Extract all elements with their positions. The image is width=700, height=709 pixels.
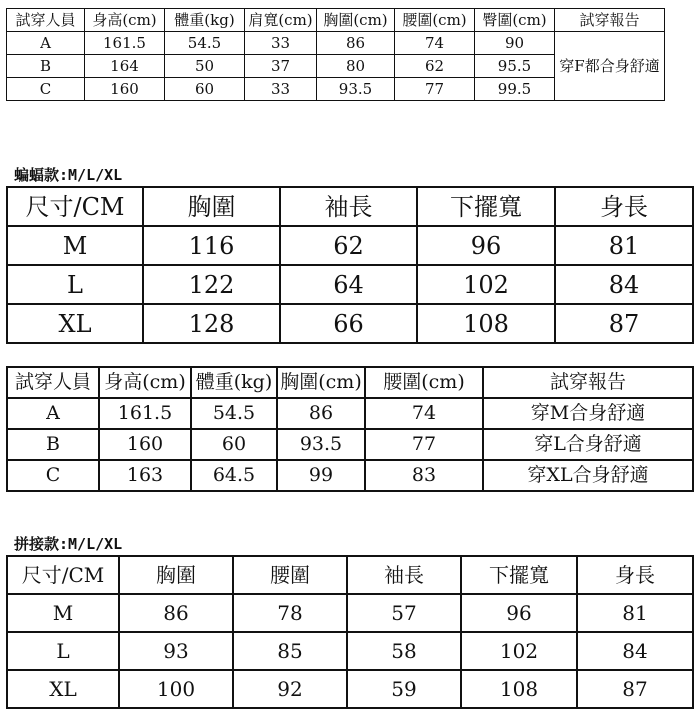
header-cell: 腰圍(cm) <box>395 9 475 32</box>
table-cell: 108 <box>461 670 577 708</box>
header-cell: 身高(cm) <box>99 367 191 398</box>
table-cell: 160 <box>85 78 165 101</box>
table-header-row <box>7 187 693 226</box>
table-cell: 86 <box>119 594 233 632</box>
table-cell: 163 <box>99 460 191 491</box>
table-cell: 33 <box>245 32 317 55</box>
patch-section-title: 拼接款:M/L/XL <box>14 535 123 553</box>
table-cell: 60 <box>165 78 245 101</box>
table-cell: 99.5 <box>475 78 555 101</box>
table-cell: 102 <box>417 265 555 304</box>
table-cell: A <box>7 398 99 429</box>
table-cell: 83 <box>365 460 483 491</box>
bat-fit-report-table <box>6 366 694 492</box>
table-cell: 84 <box>577 632 693 670</box>
table-row <box>7 670 693 708</box>
table-cell: 78 <box>233 594 347 632</box>
header-cell: 胸圍 <box>119 556 233 594</box>
table-cell: L <box>7 265 143 304</box>
table-cell: 93 <box>119 632 233 670</box>
table-cell: 37 <box>245 55 317 78</box>
header-cell: 尺寸/CM <box>7 556 119 594</box>
header-cell: 下擺寬 <box>461 556 577 594</box>
table-cell: 116 <box>143 226 280 265</box>
table-cell: 85 <box>233 632 347 670</box>
table-cell: 161.5 <box>85 32 165 55</box>
header-cell: 腰圍 <box>233 556 347 594</box>
table-cell: 穿M合身舒適 <box>483 398 693 429</box>
patch-size-table <box>6 555 694 709</box>
table-cell: M <box>7 226 143 265</box>
table-cell: 59 <box>347 670 461 708</box>
table-row <box>7 429 693 460</box>
table-cell: 穿XL合身舒適 <box>483 460 693 491</box>
table-cell: 86 <box>317 32 395 55</box>
header-cell: 身高(cm) <box>85 9 165 32</box>
table-cell: B <box>7 429 99 460</box>
header-cell: 腰圍(cm) <box>365 367 483 398</box>
table-cell: A <box>7 32 85 55</box>
header-cell: 尺寸/CM <box>7 187 143 226</box>
table-cell: C <box>7 78 85 101</box>
table-row <box>7 398 693 429</box>
header-cell: 臀圍(cm) <box>475 9 555 32</box>
table-cell: 93.5 <box>277 429 365 460</box>
table-cell: 99 <box>277 460 365 491</box>
table-cell: 58 <box>347 632 461 670</box>
table-cell: 64.5 <box>191 460 277 491</box>
table-cell: 77 <box>365 429 483 460</box>
header-cell: 袖長 <box>280 187 417 226</box>
table-cell: 33 <box>245 78 317 101</box>
fit-report-table-1 <box>6 8 665 101</box>
table-cell: XL <box>7 670 119 708</box>
table-cell: M <box>7 594 119 632</box>
table-cell: 62 <box>395 55 475 78</box>
table-cell: 54.5 <box>165 32 245 55</box>
table-cell: 128 <box>143 304 280 343</box>
header-cell: 體重(kg) <box>165 9 245 32</box>
table-cell: 96 <box>461 594 577 632</box>
table-header-row <box>7 9 665 32</box>
header-cell: 袖長 <box>347 556 461 594</box>
table-cell: 90 <box>475 32 555 55</box>
header-cell: 身長 <box>577 556 693 594</box>
table-cell: 95.5 <box>475 55 555 78</box>
table-row <box>7 265 693 304</box>
table-row <box>7 32 665 55</box>
table-cell: XL <box>7 304 143 343</box>
table-cell: 62 <box>280 226 417 265</box>
table-row <box>7 460 693 491</box>
table-row <box>7 304 693 343</box>
fit-report-cell: 穿F都合身舒適 <box>555 32 665 101</box>
table-cell: 74 <box>365 398 483 429</box>
header-cell: 胸圍 <box>143 187 280 226</box>
table-cell: 87 <box>577 670 693 708</box>
table-cell: 93.5 <box>317 78 395 101</box>
table-cell: 64 <box>280 265 417 304</box>
table-cell: 96 <box>417 226 555 265</box>
table-cell: 50 <box>165 55 245 78</box>
table-cell: 74 <box>395 32 475 55</box>
table-cell: 60 <box>191 429 277 460</box>
table-row <box>7 594 693 632</box>
table-cell: 84 <box>555 265 693 304</box>
table-cell: 80 <box>317 55 395 78</box>
table-cell: 100 <box>119 670 233 708</box>
bat-section-title: 蝙蝠款:M/L/XL <box>14 166 123 184</box>
table-cell: 57 <box>347 594 461 632</box>
table-cell: 66 <box>280 304 417 343</box>
table-cell: 81 <box>577 594 693 632</box>
header-cell: 胸圍(cm) <box>277 367 365 398</box>
table-cell: 77 <box>395 78 475 101</box>
table-cell: 穿L合身舒適 <box>483 429 693 460</box>
table-cell: 164 <box>85 55 165 78</box>
header-cell: 試穿人員 <box>7 367 99 398</box>
table-header-row <box>7 367 693 398</box>
table-cell: 161.5 <box>99 398 191 429</box>
table-cell: 54.5 <box>191 398 277 429</box>
table-cell: 160 <box>99 429 191 460</box>
table-cell: 81 <box>555 226 693 265</box>
header-cell: 身長 <box>555 187 693 226</box>
table-cell: B <box>7 55 85 78</box>
table-cell: C <box>7 460 99 491</box>
header-cell: 體重(kg) <box>191 367 277 398</box>
table-cell: 92 <box>233 670 347 708</box>
table-row <box>7 632 693 670</box>
table-header-row <box>7 556 693 594</box>
header-cell: 試穿人員 <box>7 9 85 32</box>
table-cell: L <box>7 632 119 670</box>
header-cell: 肩寬(cm) <box>245 9 317 32</box>
header-cell: 下擺寬 <box>417 187 555 226</box>
table-cell: 87 <box>555 304 693 343</box>
table-cell: 102 <box>461 632 577 670</box>
table-row <box>7 226 693 265</box>
table-cell: 86 <box>277 398 365 429</box>
header-cell: 胸圍(cm) <box>317 9 395 32</box>
table-cell: 108 <box>417 304 555 343</box>
bat-size-table <box>6 186 694 344</box>
header-cell: 試穿報告 <box>483 367 693 398</box>
header-cell: 試穿報告 <box>555 9 665 32</box>
table-cell: 122 <box>143 265 280 304</box>
